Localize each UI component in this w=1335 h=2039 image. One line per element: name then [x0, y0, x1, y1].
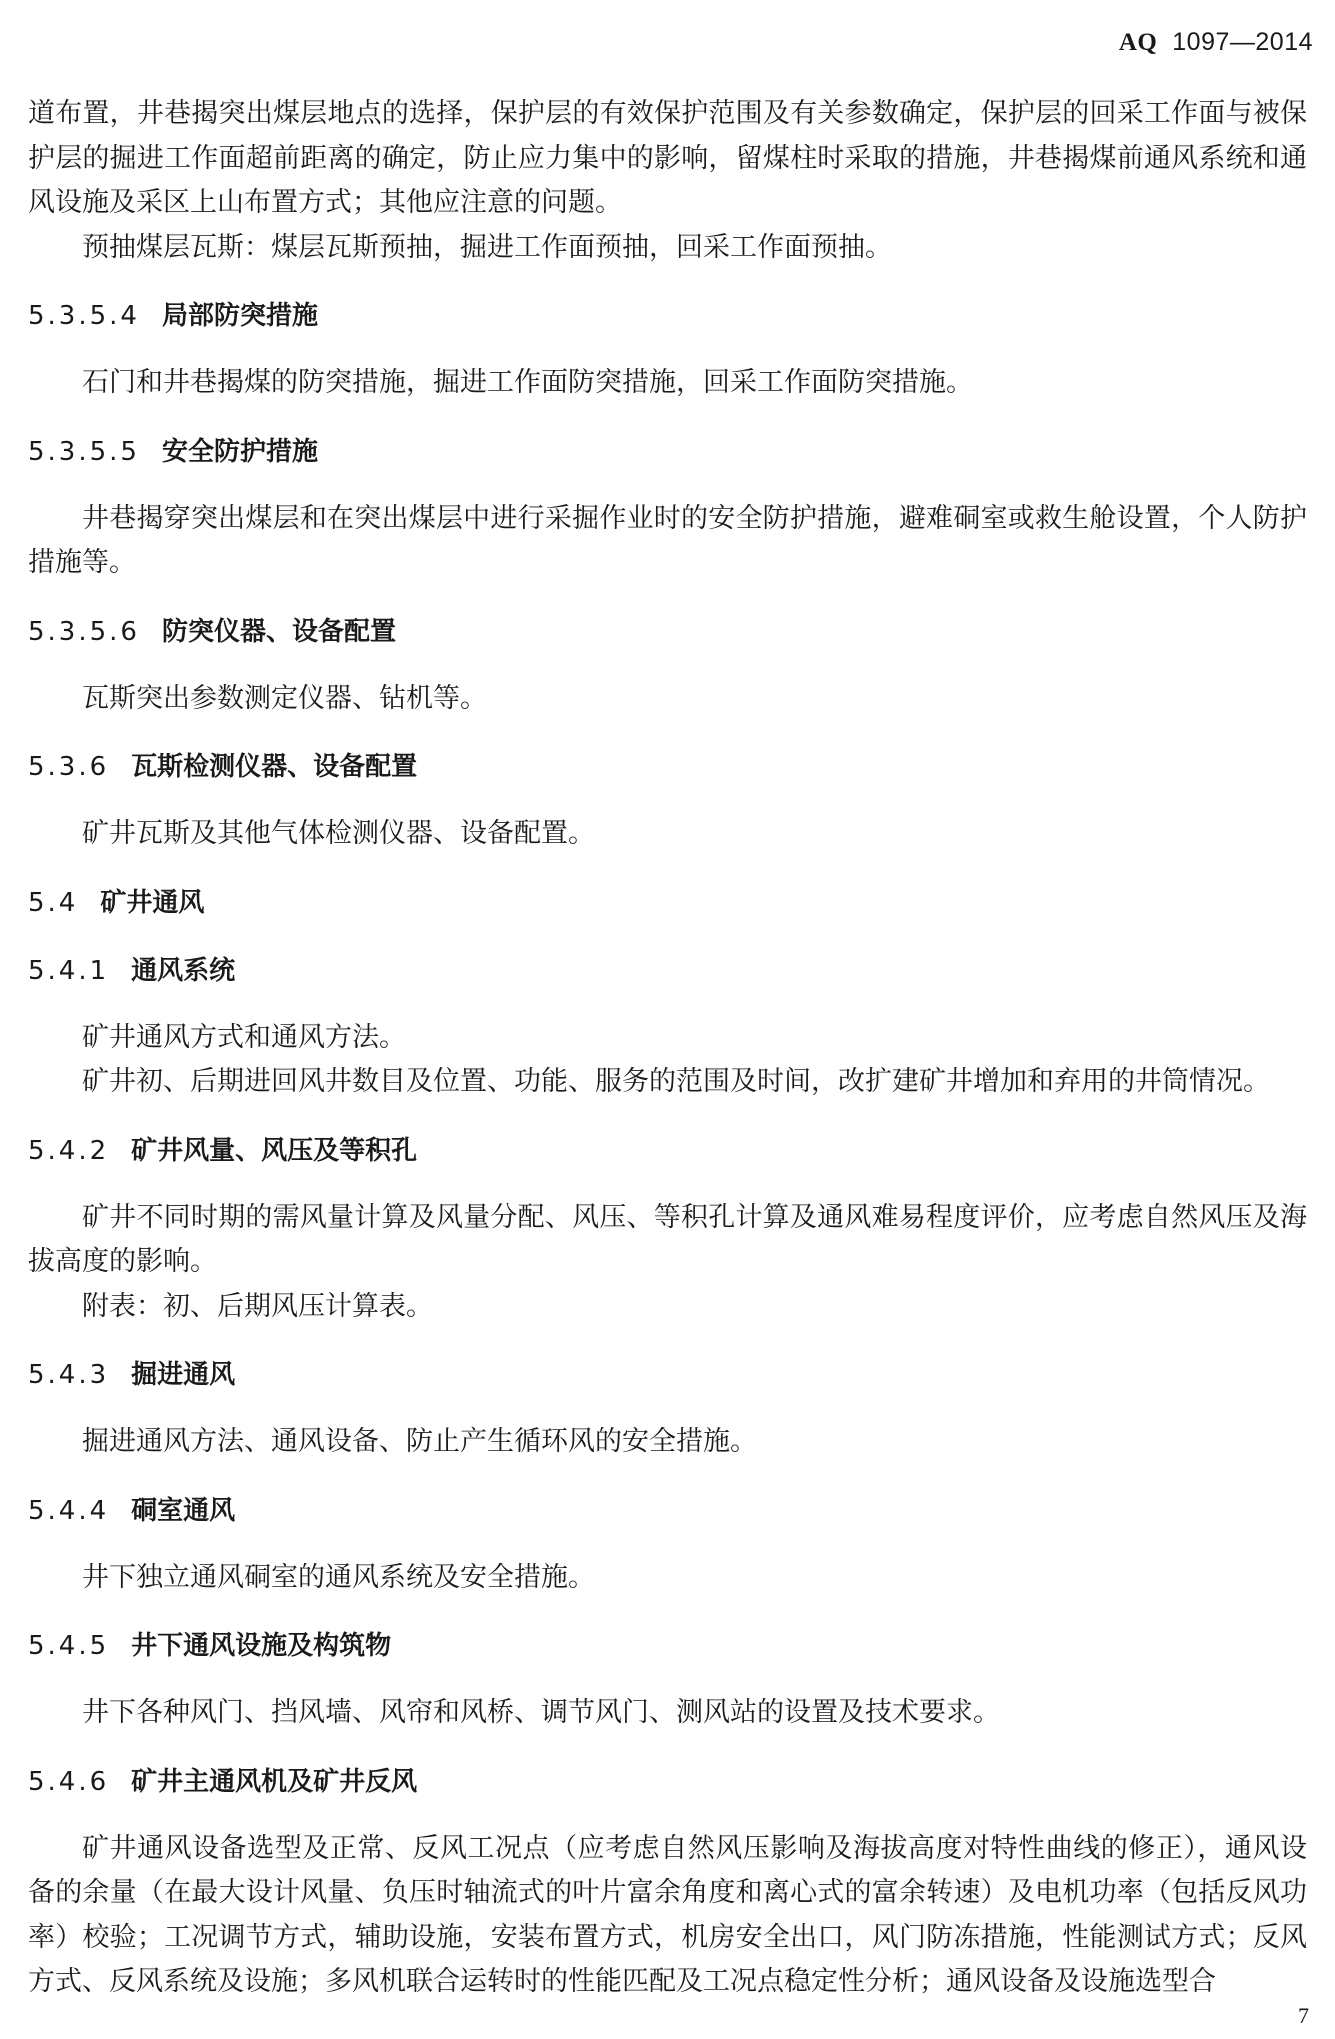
body-paragraph: 瓦斯突出参数测定仪器、钻机等。: [82, 682, 487, 714]
section-title: 矿井通风: [100, 887, 205, 918]
section-title: 通风系统: [131, 955, 236, 986]
section-title: 局部防突措施: [161, 301, 318, 331]
section-title: 硐室通风: [131, 1495, 236, 1526]
section-number: 5.4.3: [28, 1360, 110, 1390]
body-paragraph: 石门和井巷揭煤的防突措施，掘进工作面防突措施，回采工作面防突措施。: [82, 367, 973, 398]
body-paragraph: 道布置，井巷揭突出煤层地点的选择，保护层的有效保护范围及有关参数确定，保护层的回采工作面与被保护层的掘进工作面超前距离的确定，防止应力集中的影响，留煤柱时采取的措施，井巷揭煤前通风系统和通风设施及采区上山布置方式；其他应注意的问题。: [28, 98, 1307, 218]
section-number: 5.3.5.6: [28, 616, 140, 647]
body-paragraph: 掘进通风方法、通风设备、防止产生循环风的安全措施。: [82, 1426, 757, 1457]
section-number: 5.4.6: [28, 1766, 110, 1797]
section-heading: [28, 1489, 1307, 1533]
section-number: 5.4.4: [28, 1495, 110, 1526]
body-paragraph: 井下独立通风硐室的通风系统及安全措施。: [82, 1561, 595, 1593]
section-heading: [28, 881, 1307, 925]
section-number: 5.4.2: [28, 1135, 110, 1166]
body-paragraph: 井下各种风门、挡风墙、风帘和风桥、调节风门、测风站的设置及技术要求。: [82, 1697, 1000, 1728]
section-title: 防突仪器、设备配置: [161, 616, 396, 647]
section-number: 5.3.5.4: [28, 301, 140, 331]
section-title: 矿井风量、风压及等积孔: [131, 1135, 418, 1166]
section-heading: [28, 745, 1307, 789]
body-paragraph: 附表：初、后期风压计算表。: [82, 1290, 433, 1322]
body-paragraph: 矿井初、后期进回风井数目及位置、功能、服务的范围及时间，改扩建矿井增加和弃用的井筒情况。: [82, 1066, 1270, 1097]
section-heading: [28, 294, 1307, 338]
section-heading: [28, 1760, 1307, 1804]
body-paragraph: 预抽煤层瓦斯：煤层瓦斯预抽，掘进工作面预抽，回采工作面预抽。: [82, 231, 892, 263]
section-title: 掘进通风: [131, 1360, 236, 1390]
standard-number: 1097—2014: [1172, 28, 1313, 56]
section-heading: [28, 610, 1307, 654]
section-heading: [28, 1353, 1307, 1397]
standard-code: AQ: [1118, 29, 1158, 56]
section-heading: [28, 1624, 1307, 1668]
body-paragraph: 矿井通风方式和通风方法。: [82, 1021, 406, 1053]
section-title: 安全防护措施: [161, 436, 318, 467]
section-number: 5.4: [28, 887, 79, 918]
page-header: [1119, 28, 1313, 57]
section-number: 5.3.6: [28, 752, 110, 782]
section-heading: [28, 1129, 1307, 1173]
section-title: 瓦斯检测仪器、设备配置: [131, 752, 418, 782]
body-paragraph: 矿井瓦斯及其他气体检测仪器、设备配置。: [82, 818, 595, 849]
body-paragraph: 井巷揭穿突出煤层和在突出煤层中进行采掘作业时的安全防护措施，避难硐室或救生舱设置，个人防护措施等。: [28, 502, 1307, 578]
section-number: 5.4.1: [28, 955, 110, 986]
section-heading: [28, 949, 1307, 993]
section-title: 井下通风设施及构筑物: [131, 1631, 392, 1661]
section-heading: [28, 430, 1307, 474]
page-number: 7: [1298, 2003, 1309, 2028]
body-paragraph: 矿井不同时期的需风量计算及风量分配、风压、等积孔计算及通风难易程度评价，应考虑自然风压及海拔高度的影响。: [28, 1201, 1307, 1277]
document-body: [28, 92, 1307, 2005]
section-title: 矿井主通风机及矿井反风: [131, 1766, 418, 1797]
body-paragraph: 矿井通风设备选型及正常、反风工况点（应考虑自然风压影响及海拔高度对特性曲线的修正），通风设备的余量（在最大设计风量、负压时轴流式的叶片富余角度和离心式的富余转速）及电机功率（包括反风功率）校验；工况调节方式，辅助设施，安装布置方式，机房安全出口，风门防冻措施，性能测试方式；反风方式、反风系统及设施；多风机联合运转时的性能匹配及工况点稳定性分析；通风设备及设施选型合: [28, 1832, 1307, 1997]
section-number: 5.4.5: [28, 1631, 110, 1661]
section-number: 5.3.5.5: [28, 436, 140, 467]
